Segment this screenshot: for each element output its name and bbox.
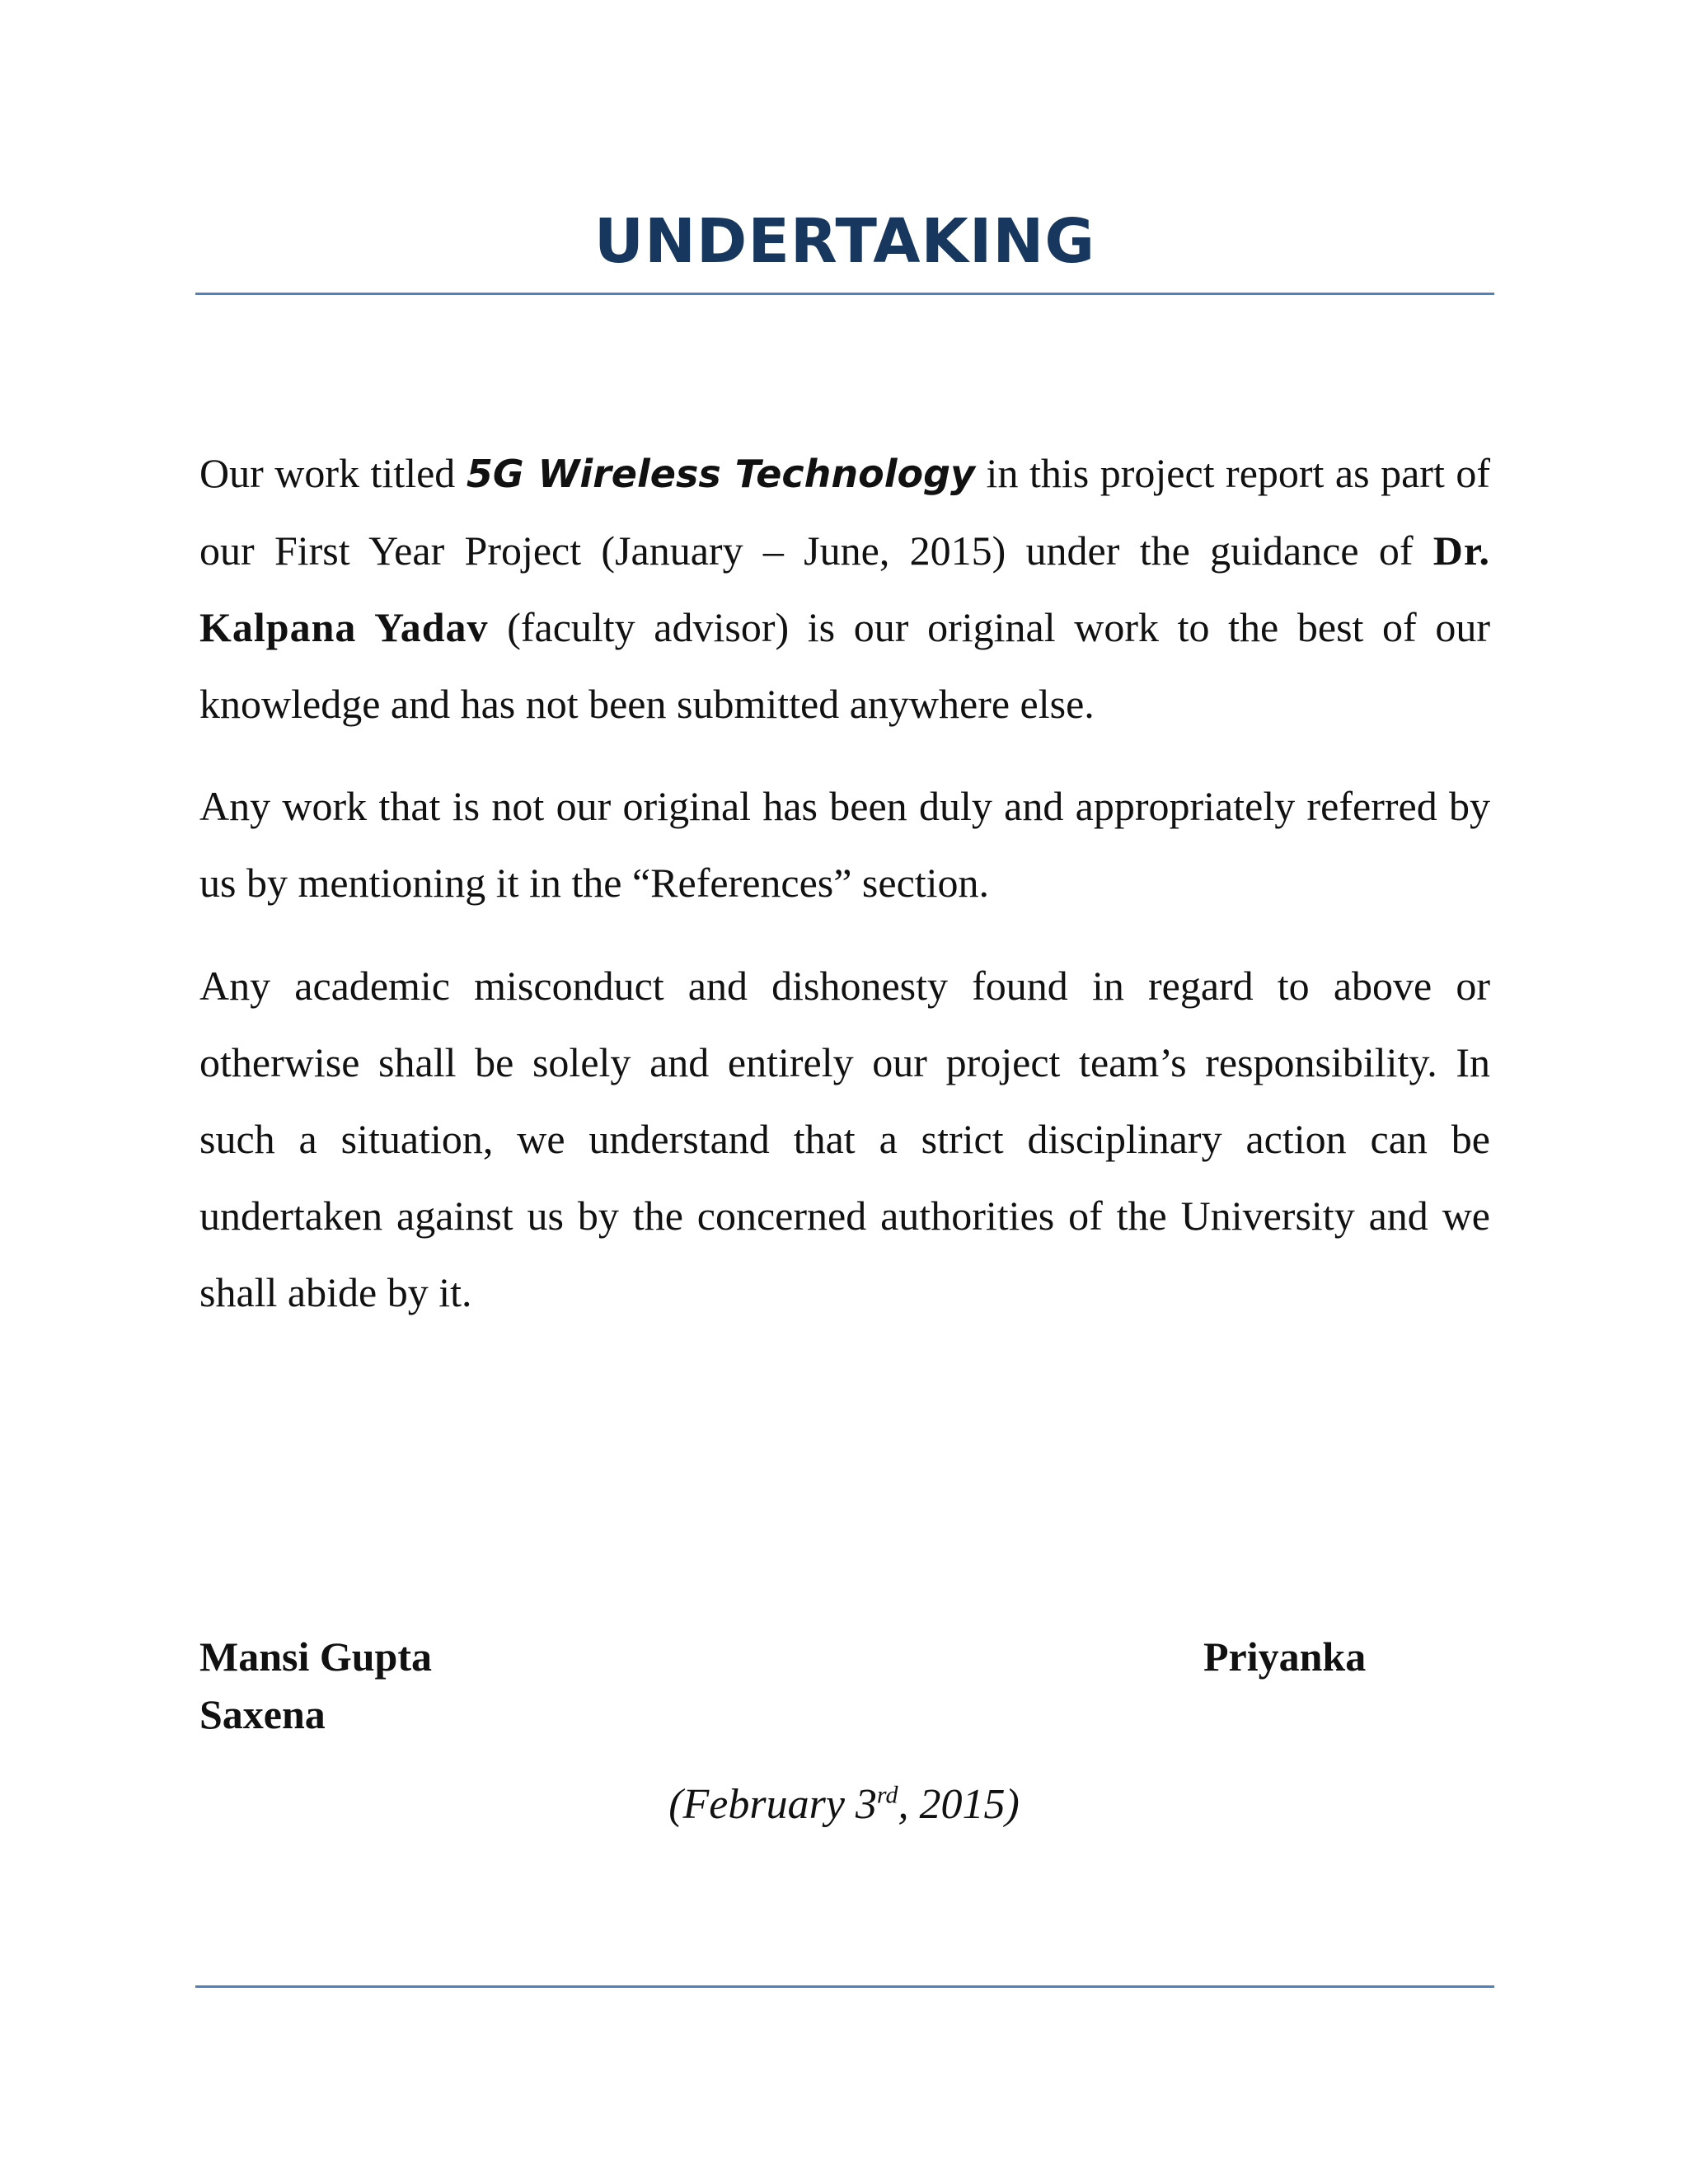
paragraph-text: in this project report as part of our First Year Project (January – June, 2015) under the guidance of <box>199 450 1490 574</box>
page-title: UNDERTAKING <box>593 206 1096 277</box>
date-text: , 2015) <box>898 1781 1020 1828</box>
paragraph-misconduct <box>199 948 1490 1331</box>
paragraph-text: Any academic misconduct and dishonesty found in regard to above or otherwise shall be solely and entirely our project team’s responsibility. In such a situation, we understand that a strict disciplinary action can be undertaken against us by the concerned authorities of the University and we shall abide by it. <box>199 963 1490 1315</box>
footer-divider <box>195 1985 1494 1988</box>
paragraph-text: Any work that is not our original has been duly and appropriately referred by us by mentioning it in the “References” section. <box>199 783 1490 906</box>
paragraph-declaration <box>199 435 1490 743</box>
paragraph-references <box>199 768 1490 921</box>
project-title: 5G Wireless Technology <box>466 452 976 496</box>
advisor-name: Dr. Kalpana Yadav <box>199 527 1490 650</box>
signatory-first: Mansi Gupta <box>199 1633 433 1680</box>
header-divider <box>195 293 1494 295</box>
date-text: (February 3 <box>668 1781 877 1828</box>
signing-date <box>0 1772 1688 1838</box>
paragraph-text: (faculty advisor) is our original work to the best of our knowledge and has not been submitted anywhere else. <box>199 604 1491 727</box>
signatory-second-firstname: Priyanka <box>1203 1633 1367 1680</box>
paragraph-text: Our work titled <box>199 450 467 496</box>
signatory-second-lastname: Saxena <box>199 1691 326 1737</box>
date-ordinal-suffix: rd <box>876 1781 898 1809</box>
